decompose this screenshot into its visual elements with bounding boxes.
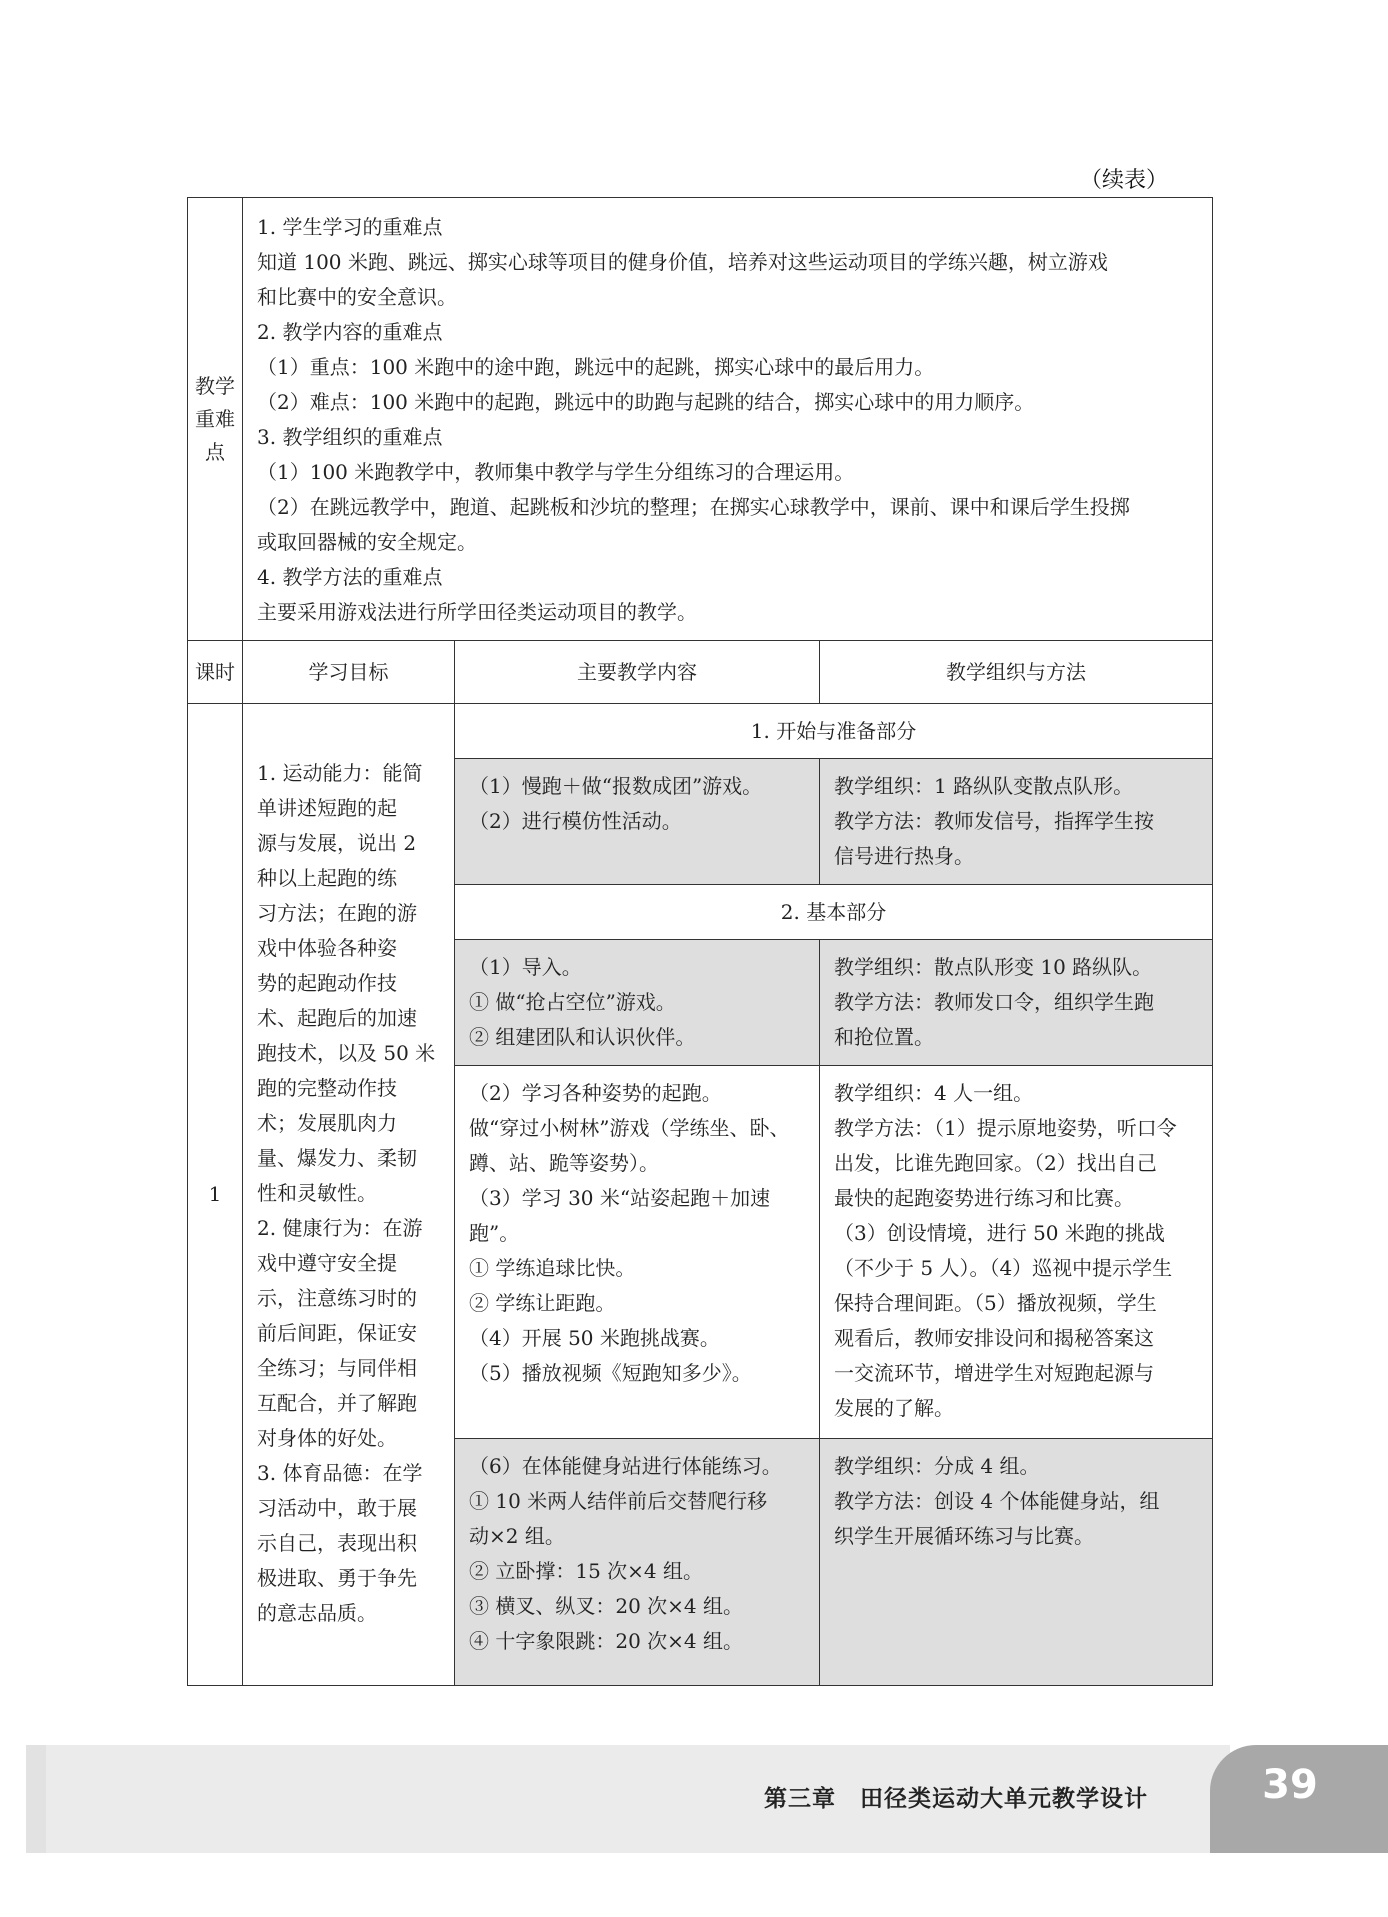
lesson-goals: 1. 运动能力：能简 单讲述短跑的起 源与发展，说出 2 种以上起跑的练 习方法；在跑的游 戏中体验各种姿 势的起跑动作技 术、起跑后的加速 跑技术，以及 50 米 跑的完整动作技 术；发展肌肉力 量、爆发力、柔韧 性和灵敏性。 2. 健康行为：在游 戏中遵守安全提 示，注意练习时的 前后间距，保证安 全练习；与同伴相 互配合，并了解跑 对身体的好处。 3. 体育品德：在学 习活动中，敢于展 示自己，表现出积 极进取、勇于争先 的意志品质。 — [243, 704, 455, 1686]
method-cell: 教学组织：分成 4 组。 教学方法：创设 4 个体能健身站，组 织学生开展循环练习与比赛。 — [820, 1439, 1213, 1686]
footer-stripe — [26, 1745, 46, 1853]
chapter-title: 第三章 田径类运动大单元教学设计 — [764, 1786, 1148, 1812]
difficulty-line: 3. 教学组织的重难点 — [257, 425, 443, 449]
method-cell: 教学组织：散点队形变 10 路纵队。 教学方法：教师发口令，组织学生跑 和抢位置。 — [820, 940, 1213, 1066]
content-cell: （1）慢跑＋做“报数成团”游戏。 （2）进行模仿性活动。 — [455, 759, 820, 885]
content-cell: （1）导入。 ① 做“抢占空位”游戏。 ② 组建团队和认识伙伴。 — [455, 940, 820, 1066]
difficulty-line: （1）重点：100 米跑中的途中跑，跳远中的起跳，掷实心球中的最后用力。 — [257, 355, 935, 379]
section-title-basic: 2. 基本部分 — [455, 885, 1213, 940]
lesson-plan-table — [187, 197, 1213, 1686]
difficulty-label: 教学 重难 点 — [188, 198, 243, 641]
section-title-start: 1. 开始与准备部分 — [455, 704, 1213, 759]
content-cell: （2）学习各种姿势的起跑。 做“穿过小树林”游戏（学练坐、卧、 蹲、站、跪等姿势）。 （3）学习 30 米“站姿起跑＋加速 跑”。 ① 学练追球比快。 ② 学练让距跑。 （4）开展 50 米跑挑战赛。 （5）播放视频《短跑知多少》。 — [455, 1066, 820, 1439]
content-cell: （6）在体能健身站进行体能练习。 ① 10 米两人结伴前后交替爬行移 动×2 组。 ② 立卧撑：15 次×4 组。 ③ 横叉、纵叉：20 次×4 组。 ④ 十字象限跳：20 次×4 组。 — [455, 1439, 820, 1686]
difficulty-line: 主要采用游戏法进行所学田径类运动项目的教学。 — [257, 600, 697, 624]
difficulty-line: 2. 教学内容的重难点 — [257, 320, 443, 344]
difficulty-content — [243, 198, 1213, 641]
difficulty-row — [188, 198, 1213, 641]
difficulty-line: 4. 教学方法的重难点 — [257, 565, 443, 589]
page-number: 39 — [1262, 1762, 1318, 1808]
header-content: 主要教学内容 — [455, 641, 820, 704]
continued-label: （续表） — [1079, 168, 1168, 193]
difficulty-line: 和比赛中的安全意识。 — [257, 285, 457, 309]
difficulty-line: 知道 100 米跑、跳远、掷实心球等项目的健身价值，培养对这些运动项目的学练兴趣，树立游戏 — [257, 250, 1108, 274]
header-goal: 学习目标 — [243, 641, 455, 704]
difficulty-line: 或取回器械的安全规定。 — [257, 530, 477, 554]
method-cell: 教学组织：1 路纵队变散点队形。 教学方法：教师发信号，指挥学生按 信号进行热身。 — [820, 759, 1213, 885]
header-row — [188, 641, 1213, 704]
method-cell: 教学组织：4 人一组。 教学方法：（1）提示原地姿势，听口令 出发，比谁先跑回家。（2）找出自己 最快的起跑姿势进行练习和比赛。 （3）创设情境，进行 50 米跑的挑战 （不少于 5 人）。（4）巡视中提示学生 保持合理间距。（5）播放视频，学生 观看后，教师安排设问和揭秘答案这 一交流环节，增进学生对短跑起源与 发展的了解。 — [820, 1066, 1213, 1439]
difficulty-line: （2）难点：100 米跑中的起跑，跳远中的助跑与起跳的结合，掷实心球中的用力顺序。 — [257, 390, 1035, 414]
header-period: 课时 — [188, 641, 243, 704]
header-method: 教学组织与方法 — [820, 641, 1213, 704]
section1-row — [188, 704, 1213, 759]
difficulty-line: （2）在跳远教学中，跑道、起跳板和沙坑的整理；在掷实心球教学中，课前、课中和课后学生投掷 — [257, 495, 1130, 519]
lesson-period: 1 — [188, 704, 243, 1686]
difficulty-line: 1. 学生学习的重难点 — [257, 215, 443, 239]
difficulty-line: （1）100 米跑教学中，教师集中教学与学生分组练习的合理运用。 — [257, 460, 855, 484]
